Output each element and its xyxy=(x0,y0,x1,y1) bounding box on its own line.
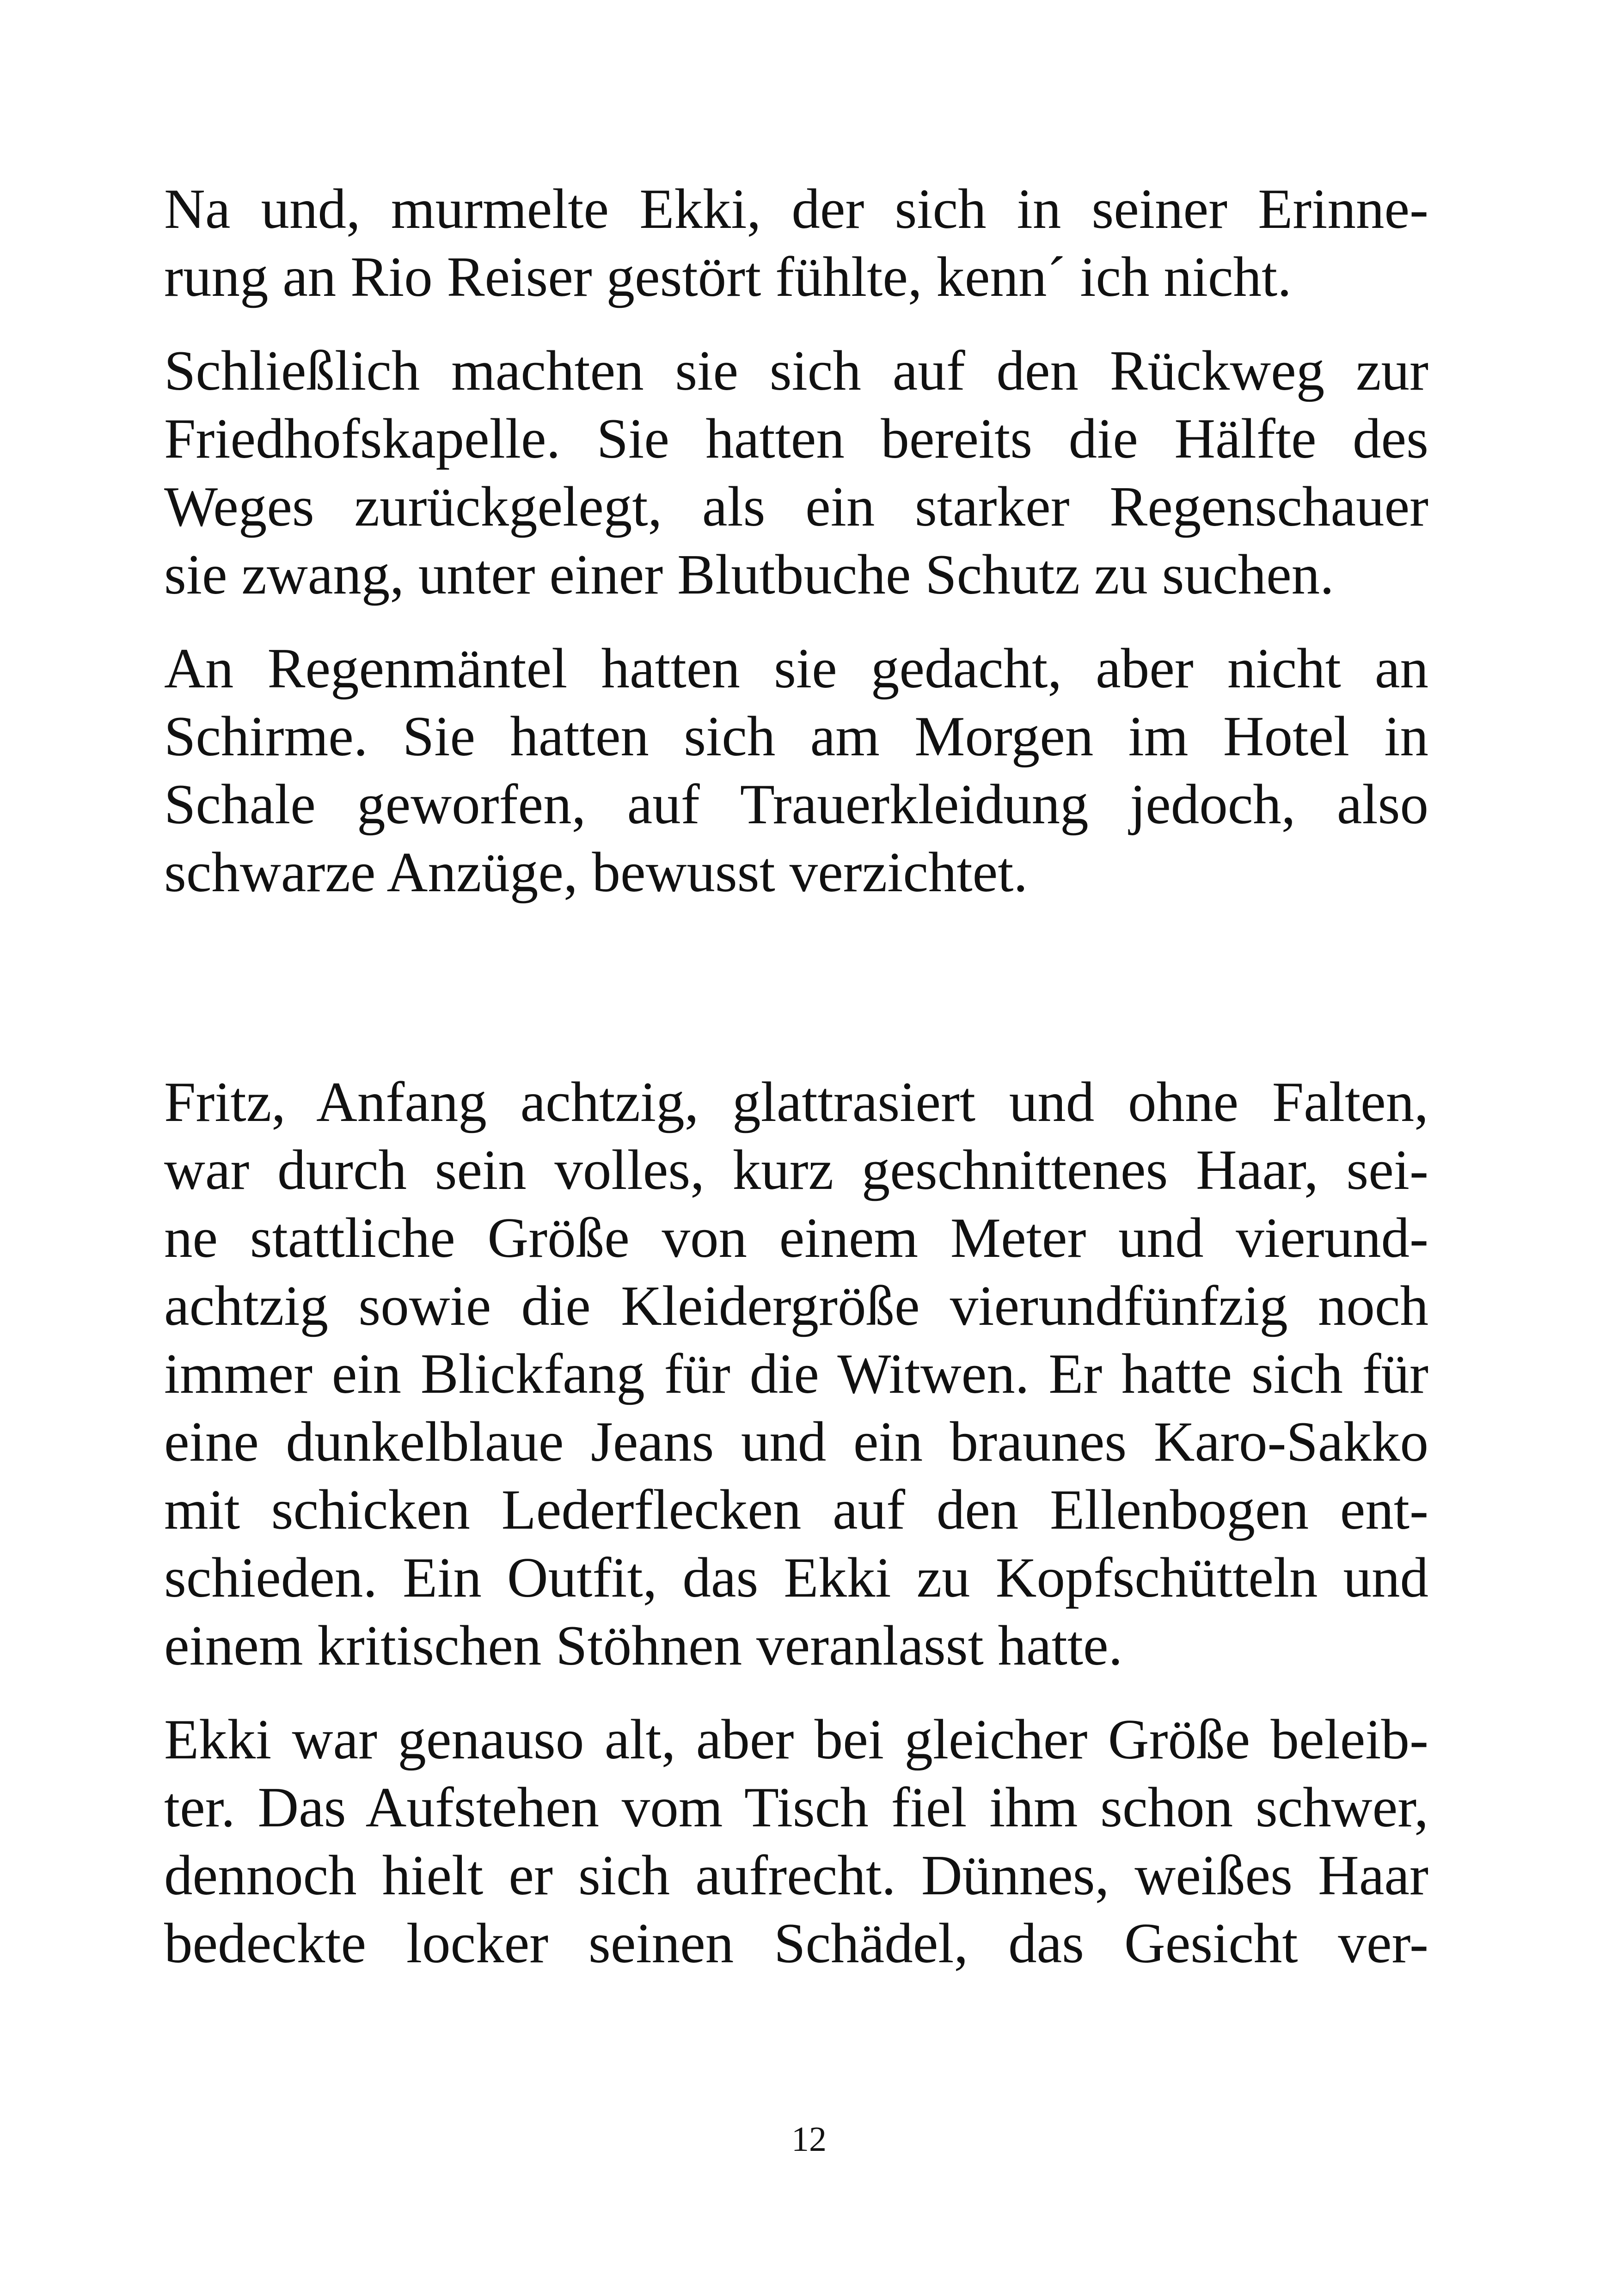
paragraph-4 xyxy=(164,1068,1428,1679)
text-line: Schale geworfen, auf Trauerkleidung jedoch, also xyxy=(164,772,1428,836)
text-line: rung an Rio Reiser gestört fühlte, kenn´ ich nicht. xyxy=(164,245,1292,308)
text-line: An Regenmäntel hatten sie gedacht, aber nicht an xyxy=(164,637,1428,700)
text-line: eine dunkelblaue Jeans und ein braunes Karo-Sakko xyxy=(164,1410,1428,1473)
text-line: sie zwang, unter einer Blutbuche Schutz zu suchen. xyxy=(164,543,1334,606)
page-number: 12 xyxy=(791,2120,827,2159)
text-line: Schirme. Sie hatten sich am Morgen im Hotel in xyxy=(164,704,1428,768)
text-column xyxy=(164,175,1428,1977)
paragraph-3 xyxy=(164,634,1428,906)
paragraph-1 xyxy=(164,175,1428,311)
text-line: Friedhofskapelle. Sie hatten bereits die Hälfte des xyxy=(164,407,1428,470)
text-line: Schließlich machten sie sich auf den Rückweg zur xyxy=(164,339,1428,402)
text-line: schieden. Ein Outfit, das Ekki zu Kopfschütteln und xyxy=(164,1546,1428,1609)
text-line: mit schicken Lederflecken auf den Ellenbogen ent- xyxy=(164,1478,1428,1541)
text-line: ne stattliche Größe von einem Meter und vierund- xyxy=(164,1206,1428,1269)
paragraph-2 xyxy=(164,337,1428,608)
text-line: war durch sein volles, kurz geschnittenes Haar, sei- xyxy=(164,1138,1428,1201)
text-line: achtzig sowie die Kleidergröße vierundfünfzig noch xyxy=(164,1274,1428,1337)
text-line: Fritz, Anfang achtzig, glattrasiert und ohne Falten, xyxy=(164,1070,1428,1133)
text-line: schwarze Anzüge, bewusst verzichtet. xyxy=(164,840,1028,904)
text-line: ter. Das Aufstehen vom Tisch fiel ihm schon schwer, xyxy=(164,1776,1428,1839)
text-line: Ekki war genauso alt, aber bei gleicher Größe beleib- xyxy=(164,1708,1428,1771)
text-line: bedeckte locker seinen Schädel, das Gesicht ver- xyxy=(164,1911,1428,1975)
text-line: dennoch hielt er sich aufrecht. Dünnes, weißes Haar xyxy=(164,1843,1428,1907)
text-line: einem kritischen Stöhnen veranlasst hatte. xyxy=(164,1614,1123,1677)
text-line: immer ein Blickfang für die Witwen. Er hatte sich für xyxy=(164,1342,1428,1405)
text-line: Na und, murmelte Ekki, der sich in seiner Erinne- xyxy=(164,177,1428,240)
text-line: Weges zurückgelegt, als ein starker Regenschauer xyxy=(164,475,1428,538)
paragraph-5 xyxy=(164,1705,1428,1977)
